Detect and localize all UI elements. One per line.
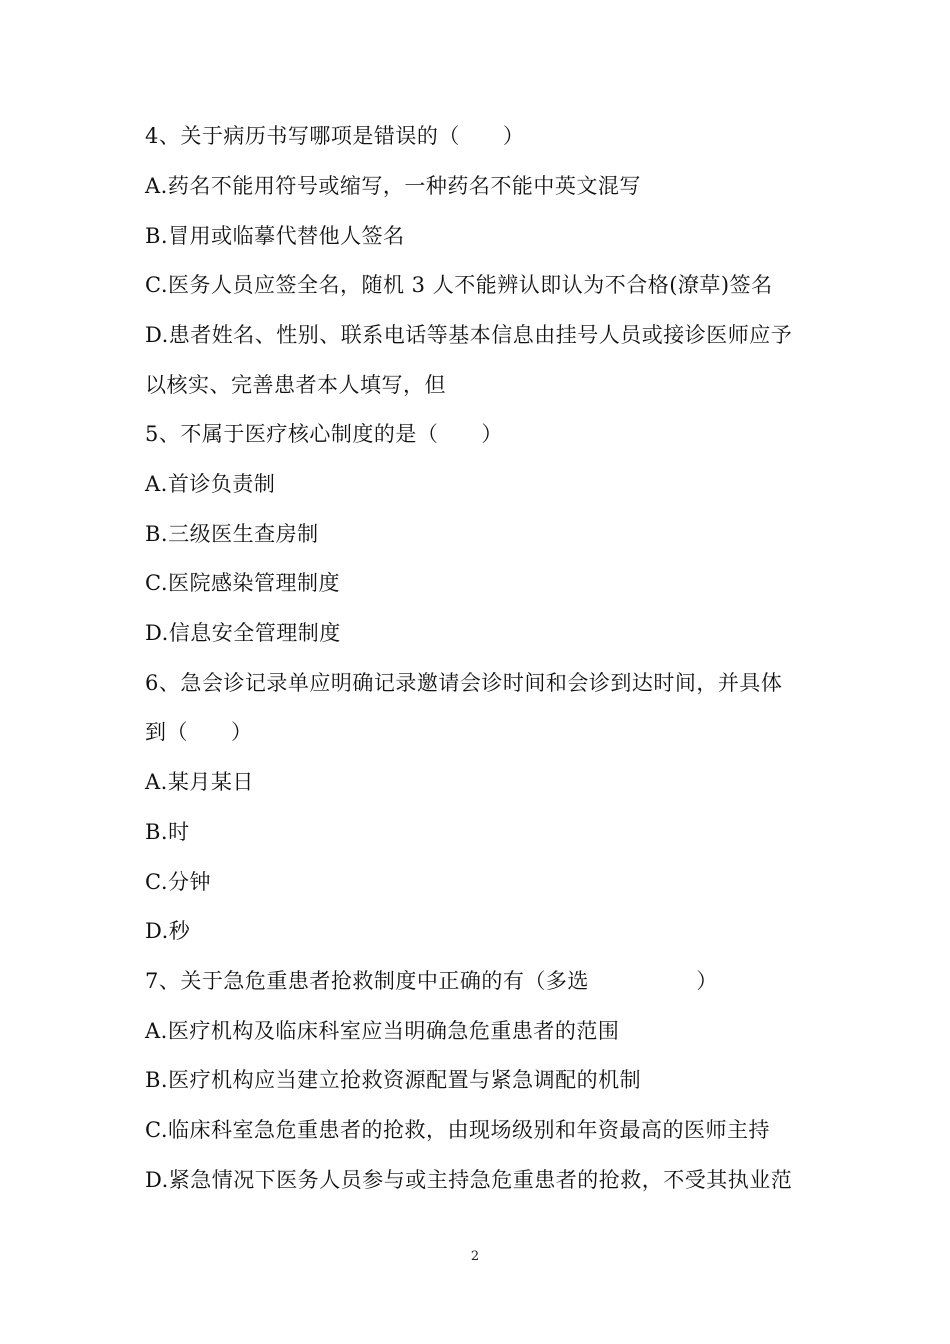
question-7-stem: 7、关于急危重患者抢救制度中正确的有（多选 ） — [145, 969, 718, 993]
question-4-option-c: C.医务人员应签全名，随机 3 人不能辨认即认为不合格(潦草)签名 — [145, 273, 773, 297]
question-4-option-b: B.冒用或临摹代替他人签名 — [145, 224, 405, 248]
question-5-option-d: D.信息安全管理制度 — [145, 621, 341, 645]
question-7-option-c: C.临床科室急危重患者的抢救，由现场级别和年资最高的医师主持 — [145, 1118, 770, 1142]
question-7-option-d: D.紧急情况下医务人员参与或主持急危重患者的抢救，不受其执业范 — [145, 1168, 793, 1192]
question-6-option-d: D.秒 — [145, 919, 191, 943]
question-4-option-d-continued: 以核实、完善患者本人填写，但 — [145, 373, 446, 397]
question-6-option-a: A.某月某日 — [145, 770, 254, 794]
question-7-option-b: B.医疗机构应当建立抢救资源配置与紧急调配的机制 — [145, 1068, 642, 1092]
question-6-option-c: C.分钟 — [145, 870, 211, 894]
question-4-option-d: D.患者姓名、性别、联系电话等基本信息由挂号人员或接诊医师应予 — [145, 323, 793, 347]
question-4-stem: 4、关于病历书写哪项是错误的（ ） — [145, 124, 525, 148]
question-5-option-b: B.三级医生查房制 — [145, 522, 319, 546]
question-6-stem-continued: 到（ ） — [145, 720, 253, 744]
question-4-option-a: A.药名不能用符号或缩写，一种药名不能中英文混写 — [145, 174, 641, 198]
question-6-option-b: B.时 — [145, 820, 190, 844]
question-5-stem: 5、不属于医疗核心制度的是（ ） — [145, 422, 503, 446]
question-5-option-c: C.医院感染管理制度 — [145, 571, 340, 595]
question-6-stem: 6、急会诊记录单应明确记录邀请会诊时间和会诊到达时间，并具体 — [145, 671, 783, 695]
question-7-option-a: A.医疗机构及临床科室应当明确急危重患者的范围 — [145, 1019, 620, 1043]
page-number: 2 — [470, 1249, 480, 1264]
question-5-option-a: A.首诊负责制 — [145, 472, 276, 496]
